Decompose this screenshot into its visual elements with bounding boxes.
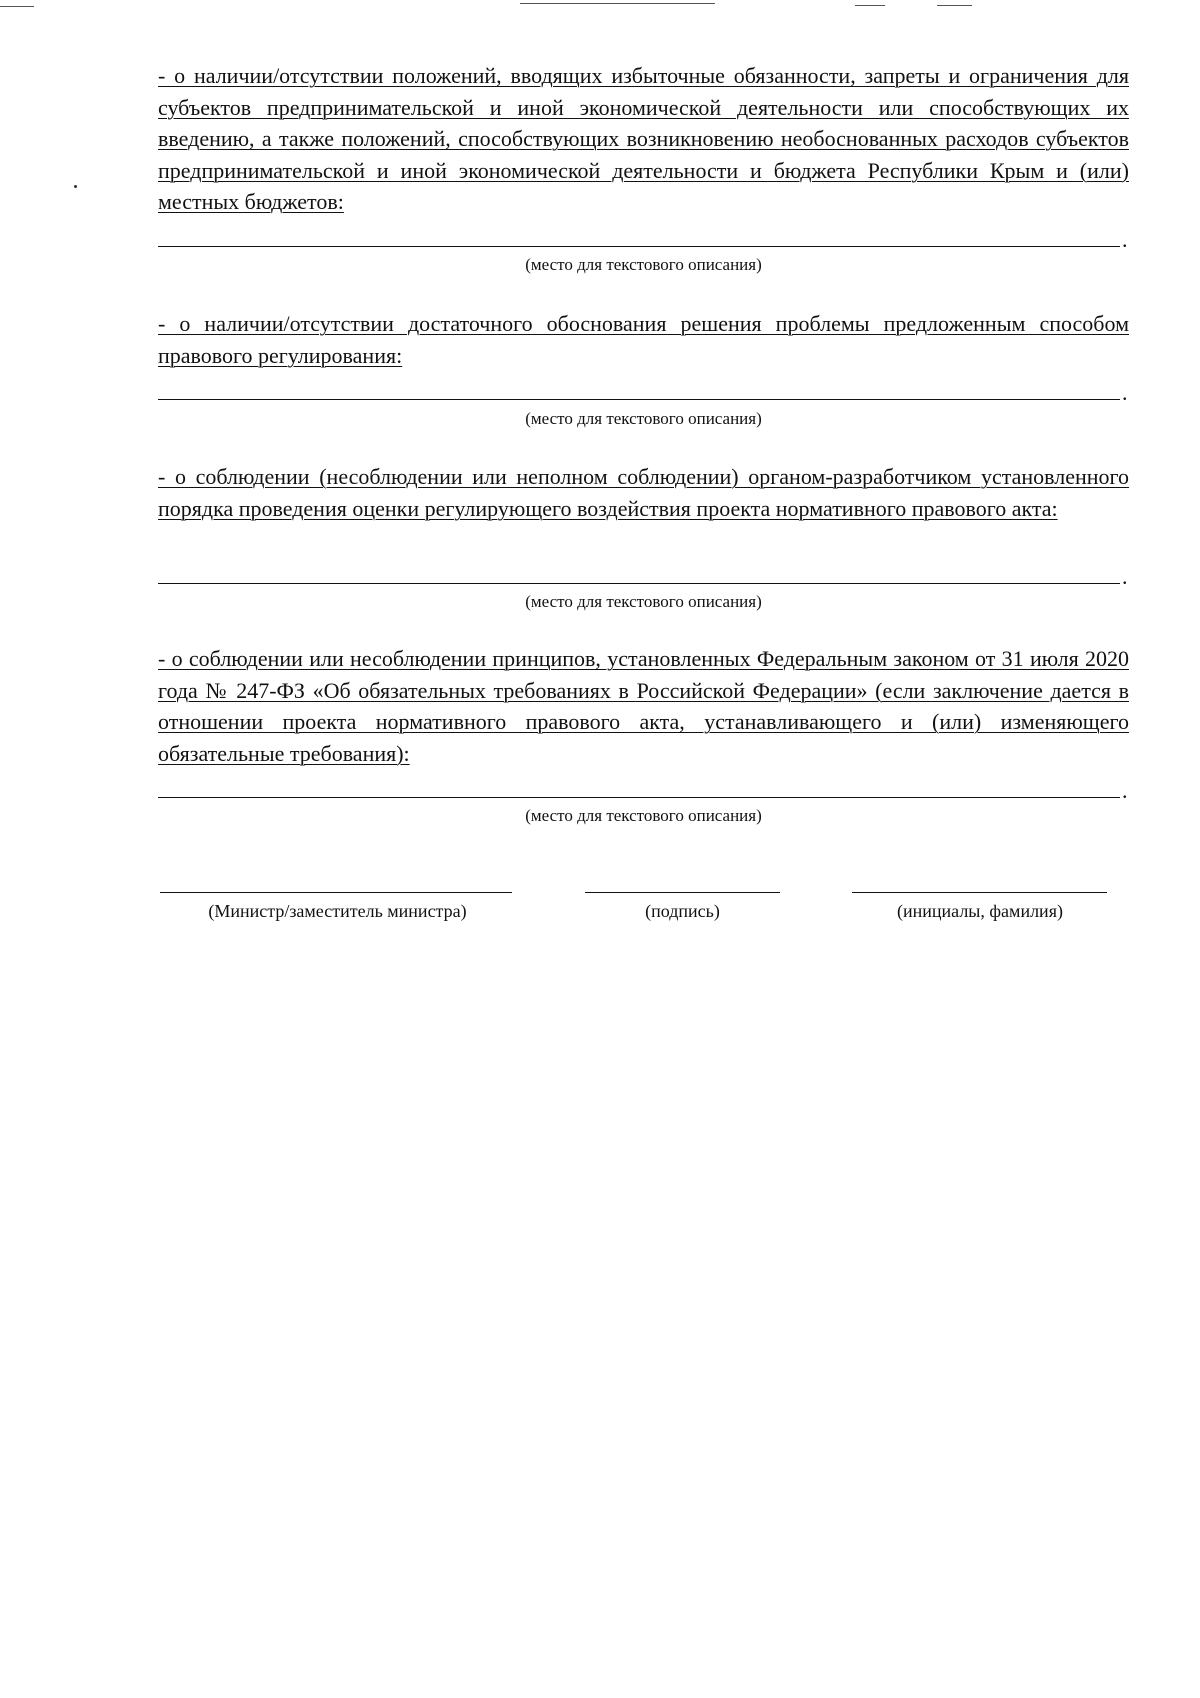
name-label: (инициалы, фамилия) [897, 901, 1063, 921]
signature-line[interactable] [585, 892, 780, 893]
section-4-line-end: . [1122, 778, 1128, 803]
section-4-caption: (место для текстового описания) [525, 806, 762, 825]
section-1-fill-line[interactable] [158, 246, 1120, 247]
section-2-line-end: . [1122, 380, 1128, 405]
scan-mark-right-2 [937, 5, 972, 6]
position-label: (Министр/заместитель министра) [208, 901, 467, 921]
section-3-fill-line[interactable] [158, 583, 1120, 584]
section-3-caption: (место для текстового описания) [525, 592, 762, 611]
scan-mark-right-1 [855, 5, 885, 6]
scan-mark-center [520, 3, 715, 4]
section-3-text: - о соблюдении (несоблюдении или неполном соблюдении) органом-разработчиком установленного порядка проведения оценки регулирующего воздействия проекта нормативного правового акта: [158, 464, 1129, 521]
signature-label: (подпись) [645, 901, 720, 921]
scan-mark-left [0, 6, 34, 7]
section-1-caption: (место для текстового описания) [525, 255, 762, 274]
section-3-line-end: . [1122, 564, 1128, 589]
section-4-text: - о соблюдении или несоблюдении принципов, установленных Федеральным законом от 31 июля 2020 года № 247-ФЗ «Об обязательных требованиях в Российской Федерации» (если заключение дается в отношении проекта нормативного правового акта, устанавливающего и (или) изменяющего обязательные требования): [158, 646, 1129, 766]
section-1-text: - о наличии/отсутствии положений, вводящих избыточные обязанности, запреты и ограничения для субъектов предпринимательской и иной экономической деятельности или способствующих их введению, а также положений, способствующих возникновению необоснованных расходов субъектов предпринимательской и иной экономической деятельности и бюджета Республики Крым и (или) местных бюджетов: [158, 63, 1129, 214]
section-2-caption: (место для текстового описания) [525, 409, 762, 428]
section-2-text: - о наличии/отсутствии достаточного обоснования решения проблемы предложенным способом правового регулирования: [158, 311, 1129, 368]
position-signature-line[interactable] [160, 892, 512, 893]
section-2-fill-line[interactable] [158, 399, 1120, 400]
name-signature-line[interactable] [852, 892, 1107, 893]
scan-dot [74, 185, 77, 188]
section-4-fill-line[interactable] [158, 797, 1120, 798]
section-1-line-end: . [1122, 227, 1128, 252]
